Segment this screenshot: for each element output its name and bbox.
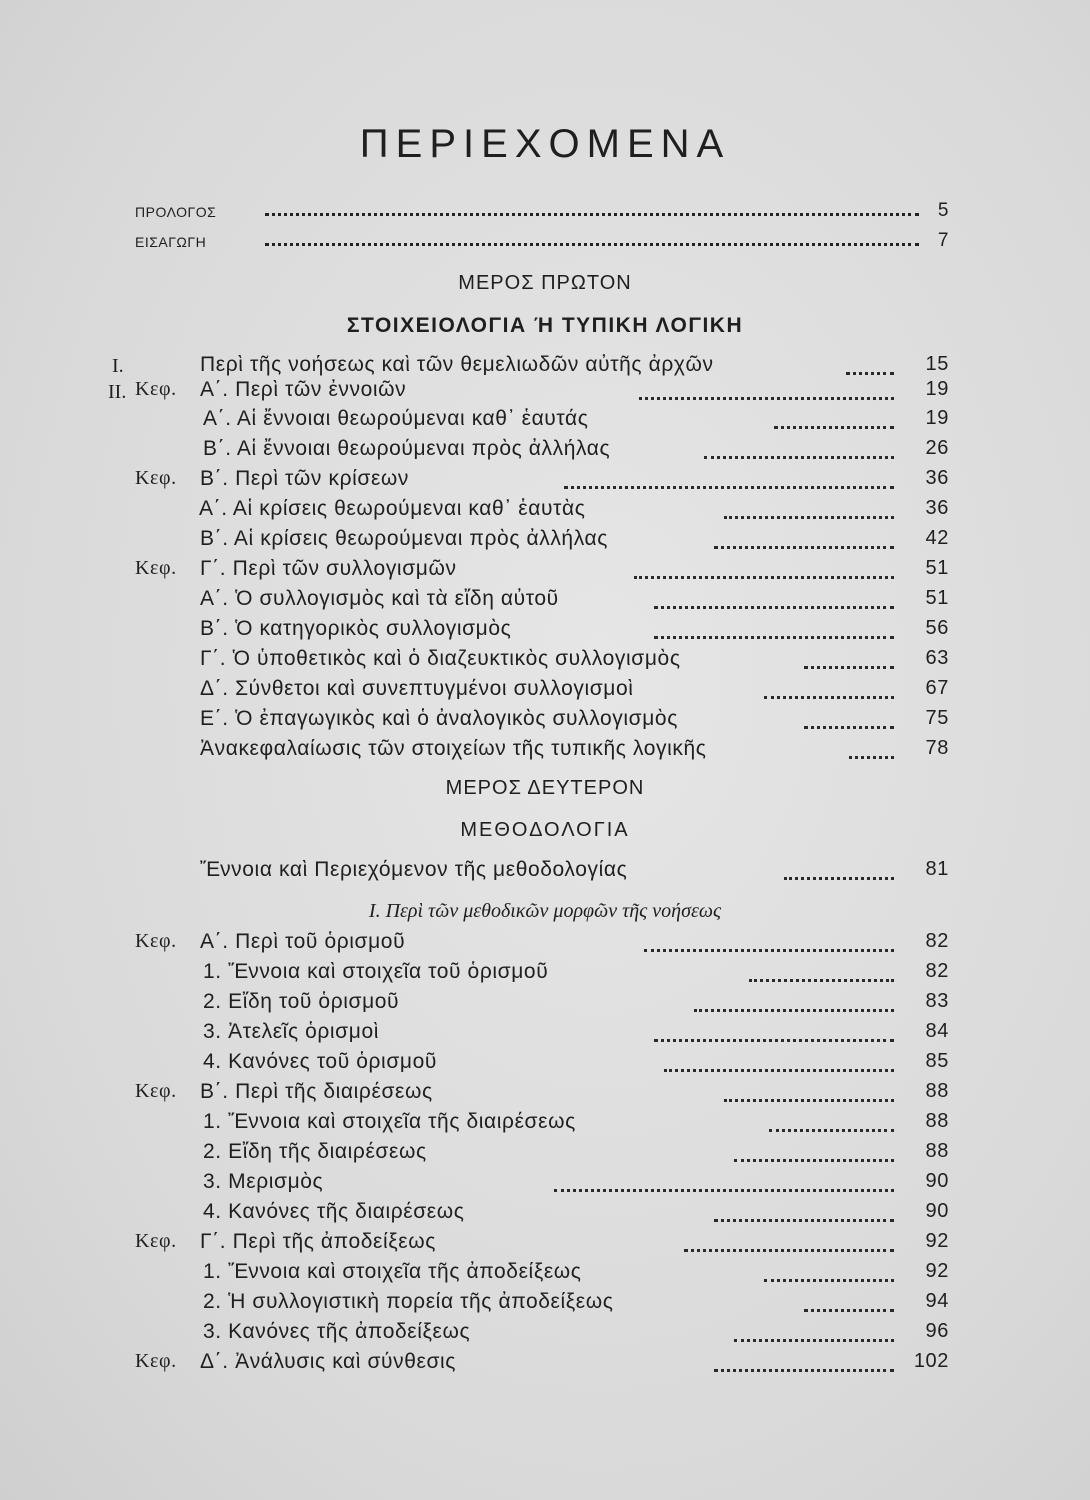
toc-entry-text: Γ΄. Περὶ τῶν συλλογισμῶν	[200, 557, 457, 580]
toc-page-number: 90	[925, 1200, 949, 1222]
toc-page-number: 88	[925, 1110, 949, 1132]
dot-leader	[265, 243, 919, 246]
dot-leader	[694, 1009, 894, 1012]
dot-leader	[654, 606, 894, 609]
dot-leader	[784, 877, 894, 880]
toc-entry-text: Β΄. Αἱ κρίσεις θεωρούμεναι πρὸς ἀλλήλας	[200, 527, 608, 550]
toc-page-number: 51	[925, 587, 949, 609]
dot-leader	[724, 1099, 894, 1102]
toc-page-number: 90	[925, 1170, 949, 1192]
toc-entry	[203, 437, 949, 467]
dot-leader	[714, 1219, 894, 1222]
toc-page-number: 83	[925, 990, 949, 1012]
toc-page-number: 88	[925, 1140, 949, 1162]
toc-page-number: 15	[925, 353, 949, 375]
toc-entry-text: 1. Ἔννοια καὶ στοιχεῖα τῆς διαιρέσεως	[203, 1110, 576, 1133]
toc-entry-text: Α΄. Ὁ συλλογισμὸς καὶ τὰ εἴδη αὐτοῦ	[200, 587, 559, 610]
toc-page-number: 56	[925, 617, 949, 639]
toc-page-number: 85	[925, 1050, 949, 1072]
toc-entry	[203, 1260, 949, 1290]
part1-subheading: ΣΤΟΙΧΕΙΟΛΟΓΙΑ Ή ΤΥΠΙΚΗ ΛΟΓΙΚΗ	[346, 314, 744, 337]
toc-entry	[203, 1110, 949, 1140]
dot-leader	[664, 1069, 894, 1072]
toc-entry-text: Β΄. Περὶ τῶν κρίσεων	[200, 467, 409, 490]
toc-entry	[203, 407, 949, 437]
dot-leader	[639, 397, 894, 400]
toc-entry	[200, 707, 949, 737]
toc-entry	[135, 1230, 949, 1260]
toc-entry	[203, 960, 949, 990]
dot-leader	[734, 1339, 894, 1342]
dot-leader	[704, 456, 894, 459]
toc-entry-text: Δ΄. Ἀνάλυσις καὶ σύνθεσις	[200, 1350, 457, 1373]
chapter-prefix: Κεφ.	[135, 1230, 177, 1252]
dot-leader	[734, 1159, 894, 1162]
toc-entry	[200, 858, 949, 888]
toc-entry-text: 2. Ἡ συλλογιστικὴ πορεία τῆς ἀποδείξεως	[203, 1290, 614, 1313]
roman-numeral: I.	[112, 355, 124, 377]
toc-entry-text: Α΄. Αἱ κρίσεις θεωρούμεναι καθ᾽ ἑαυτὰς	[199, 497, 586, 520]
toc-entry-text: Α΄. Περὶ τοῦ ὁρισμοῦ	[200, 930, 406, 953]
chapter-prefix: Κεφ.	[135, 1350, 177, 1372]
toc-entry-text: Β΄. Περὶ τῆς διαιρέσεως	[200, 1080, 433, 1103]
toc-entry	[200, 737, 949, 767]
toc-page-number: 63	[925, 647, 949, 669]
chapter-prefix: Κεφ.	[135, 378, 177, 400]
toc-page-number: 51	[925, 557, 949, 579]
dot-leader	[804, 666, 894, 669]
toc-entry	[135, 930, 949, 960]
chapter-prefix: Κεφ.	[135, 557, 177, 579]
toc-page-number: 78	[925, 737, 949, 759]
toc-entry	[200, 677, 949, 707]
dot-leader	[644, 949, 894, 952]
part2-subheading: ΜΕΘΟΔΟΛΟΓΙΑ	[460, 819, 630, 841]
dot-leader	[724, 516, 894, 519]
toc-entry	[135, 467, 949, 497]
toc-page-number: 19	[925, 378, 949, 400]
dot-leader	[804, 726, 894, 729]
toc-front-row	[135, 196, 949, 226]
toc-page-number: 88	[925, 1080, 949, 1102]
toc-front-label: ΠΡΟΛΟΓΟΣ	[135, 204, 217, 220]
toc-page-number: 94	[925, 1290, 949, 1312]
toc-entry-text: 2. Εἴδη τοῦ ὁρισμοῦ	[203, 990, 400, 1013]
toc-entry	[203, 1320, 949, 1350]
toc-page-number: 84	[925, 1020, 949, 1042]
dot-leader	[564, 486, 894, 489]
toc-page-number: 42	[925, 527, 949, 549]
toc-entry	[135, 557, 949, 587]
toc-entry-text: Ἀνακεφαλαίωσις τῶν στοιχείων τῆς τυπικῆς λογικῆς	[200, 737, 707, 760]
dot-leader	[764, 1279, 894, 1282]
toc-entry	[200, 587, 949, 617]
roman-numeral: II.	[108, 381, 127, 403]
chapter-prefix: Κεφ.	[135, 930, 177, 952]
toc-page-number: 75	[925, 707, 949, 729]
toc-entry-text: Γ΄. Ὁ ὑποθετικὸς καὶ ὁ διαζευκτικὸς συλλογισμὸς	[200, 647, 681, 670]
toc-entry	[135, 1080, 949, 1110]
toc-page-number: 7	[937, 230, 949, 251]
toc-entry	[203, 1140, 949, 1170]
toc-entry-text: Γ΄. Περὶ τῆς ἀποδείξεως	[200, 1230, 436, 1253]
toc-entry-text: Δ΄. Σύνθετοι καὶ συνεπτυγμένοι συλλογισμοὶ	[200, 677, 634, 700]
dot-leader	[265, 213, 919, 216]
toc-entry-text: Α΄. Περὶ τῶν ἐννοιῶν	[200, 378, 407, 401]
section-heading: I. Περὶ τῶν μεθοδικῶν μορφῶν τῆς νοήσεως	[368, 900, 722, 922]
toc-entry	[200, 527, 949, 557]
toc-page-number: 102	[913, 1350, 949, 1372]
dot-leader	[769, 1129, 894, 1132]
toc-entry-text: Περὶ τῆς νοήσεως καὶ τῶν θεμελιωδῶν αὐτῆς ἀρχῶν	[200, 353, 714, 376]
dot-leader	[714, 1369, 894, 1372]
toc-page-number: 96	[925, 1320, 949, 1342]
dot-leader	[634, 576, 894, 579]
chapter-prefix: Κεφ.	[135, 467, 177, 489]
dot-leader	[849, 756, 894, 759]
dot-leader	[764, 696, 894, 699]
toc-page-number: 82	[925, 960, 949, 982]
part2-heading: ΜΕΡΟΣ ΔΕΥΤΕΡΟΝ	[445, 777, 645, 799]
toc-entry-text: 1. Ἔννοια καὶ στοιχεῖα τῆς ἀποδείξεως	[203, 1260, 582, 1283]
toc-entry-text: Β΄. Αἱ ἔννοιαι θεωρούμεναι πρὸς ἀλλήλας	[203, 437, 611, 460]
toc-entry	[203, 1170, 949, 1200]
toc-entry-text: 4. Κανόνες τοῦ ὁρισμοῦ	[203, 1050, 437, 1073]
toc-page-number: 36	[925, 467, 949, 489]
chapter-prefix: Κεφ.	[135, 1080, 177, 1102]
toc-entry	[203, 1050, 949, 1080]
toc-page-number: 82	[925, 930, 949, 952]
toc-page-number: 5	[937, 200, 949, 221]
toc-entry	[203, 1290, 949, 1320]
toc-entry-text: 1. Ἔννοια καὶ στοιχεῖα τοῦ ὁρισμοῦ	[203, 960, 549, 983]
toc-page-number: 81	[925, 858, 949, 880]
toc-entry-text: Ἔννοια καὶ Περιεχόμενον τῆς μεθοδολογίας	[200, 858, 628, 881]
toc-entry-text: 3. Κανόνες τῆς ἀποδείξεως	[203, 1320, 471, 1343]
toc-page-number: 19	[925, 407, 949, 429]
dot-leader	[846, 372, 894, 375]
dot-leader	[554, 1189, 894, 1192]
toc-entry	[199, 497, 949, 527]
toc-entry-text: 3. Ἀτελεῖς ὁρισμοὶ	[203, 1020, 379, 1043]
toc-entry-text: 2. Εἴδη τῆς διαιρέσεως	[203, 1140, 427, 1163]
toc-front-row	[135, 226, 949, 256]
toc-entry	[203, 1020, 949, 1050]
toc-page-number: 36	[925, 497, 949, 519]
toc-entry	[135, 378, 949, 408]
toc-entry-text: Α΄. Αἱ ἔννοιαι θεωρούμεναι καθ᾽ ἑαυτάς	[203, 407, 589, 430]
dot-leader	[654, 1039, 894, 1042]
toc-entry	[135, 1350, 949, 1380]
toc-entry-text: Β΄. Ὁ κατηγορικὸς συλλογισμὸς	[200, 617, 512, 640]
dot-leader	[654, 636, 894, 639]
toc-front-label: ΕΙΣΑΓΩΓΗ	[135, 234, 207, 250]
toc-entry	[200, 617, 949, 647]
toc-entry-text: 4. Κανόνες τῆς διαιρέσεως	[203, 1200, 465, 1223]
toc-entry	[203, 990, 949, 1020]
part1-heading: ΜΕΡΟΣ ΠΡΩΤΟΝ	[458, 272, 632, 294]
toc-page-number: 92	[925, 1230, 949, 1252]
dot-leader	[714, 546, 894, 549]
toc-entry-text: 3. Μερισμὸς	[203, 1170, 324, 1193]
toc-entry	[203, 1200, 949, 1230]
dot-leader	[774, 426, 894, 429]
toc-page-number: 67	[925, 677, 949, 699]
toc-page-number: 26	[925, 437, 949, 459]
dot-leader	[749, 979, 894, 982]
toc-entry-text: Ε΄. Ὁ ἐπαγωγικὸς καὶ ὁ ἀναλογικὸς συλλογισμὸς	[200, 707, 678, 730]
page-title: ΠΕΡΙΕΧΟΜΕΝΑ	[359, 122, 731, 166]
toc-page-number: 92	[925, 1260, 949, 1282]
dot-leader	[684, 1249, 894, 1252]
toc-entry	[200, 647, 949, 677]
dot-leader	[804, 1309, 894, 1312]
